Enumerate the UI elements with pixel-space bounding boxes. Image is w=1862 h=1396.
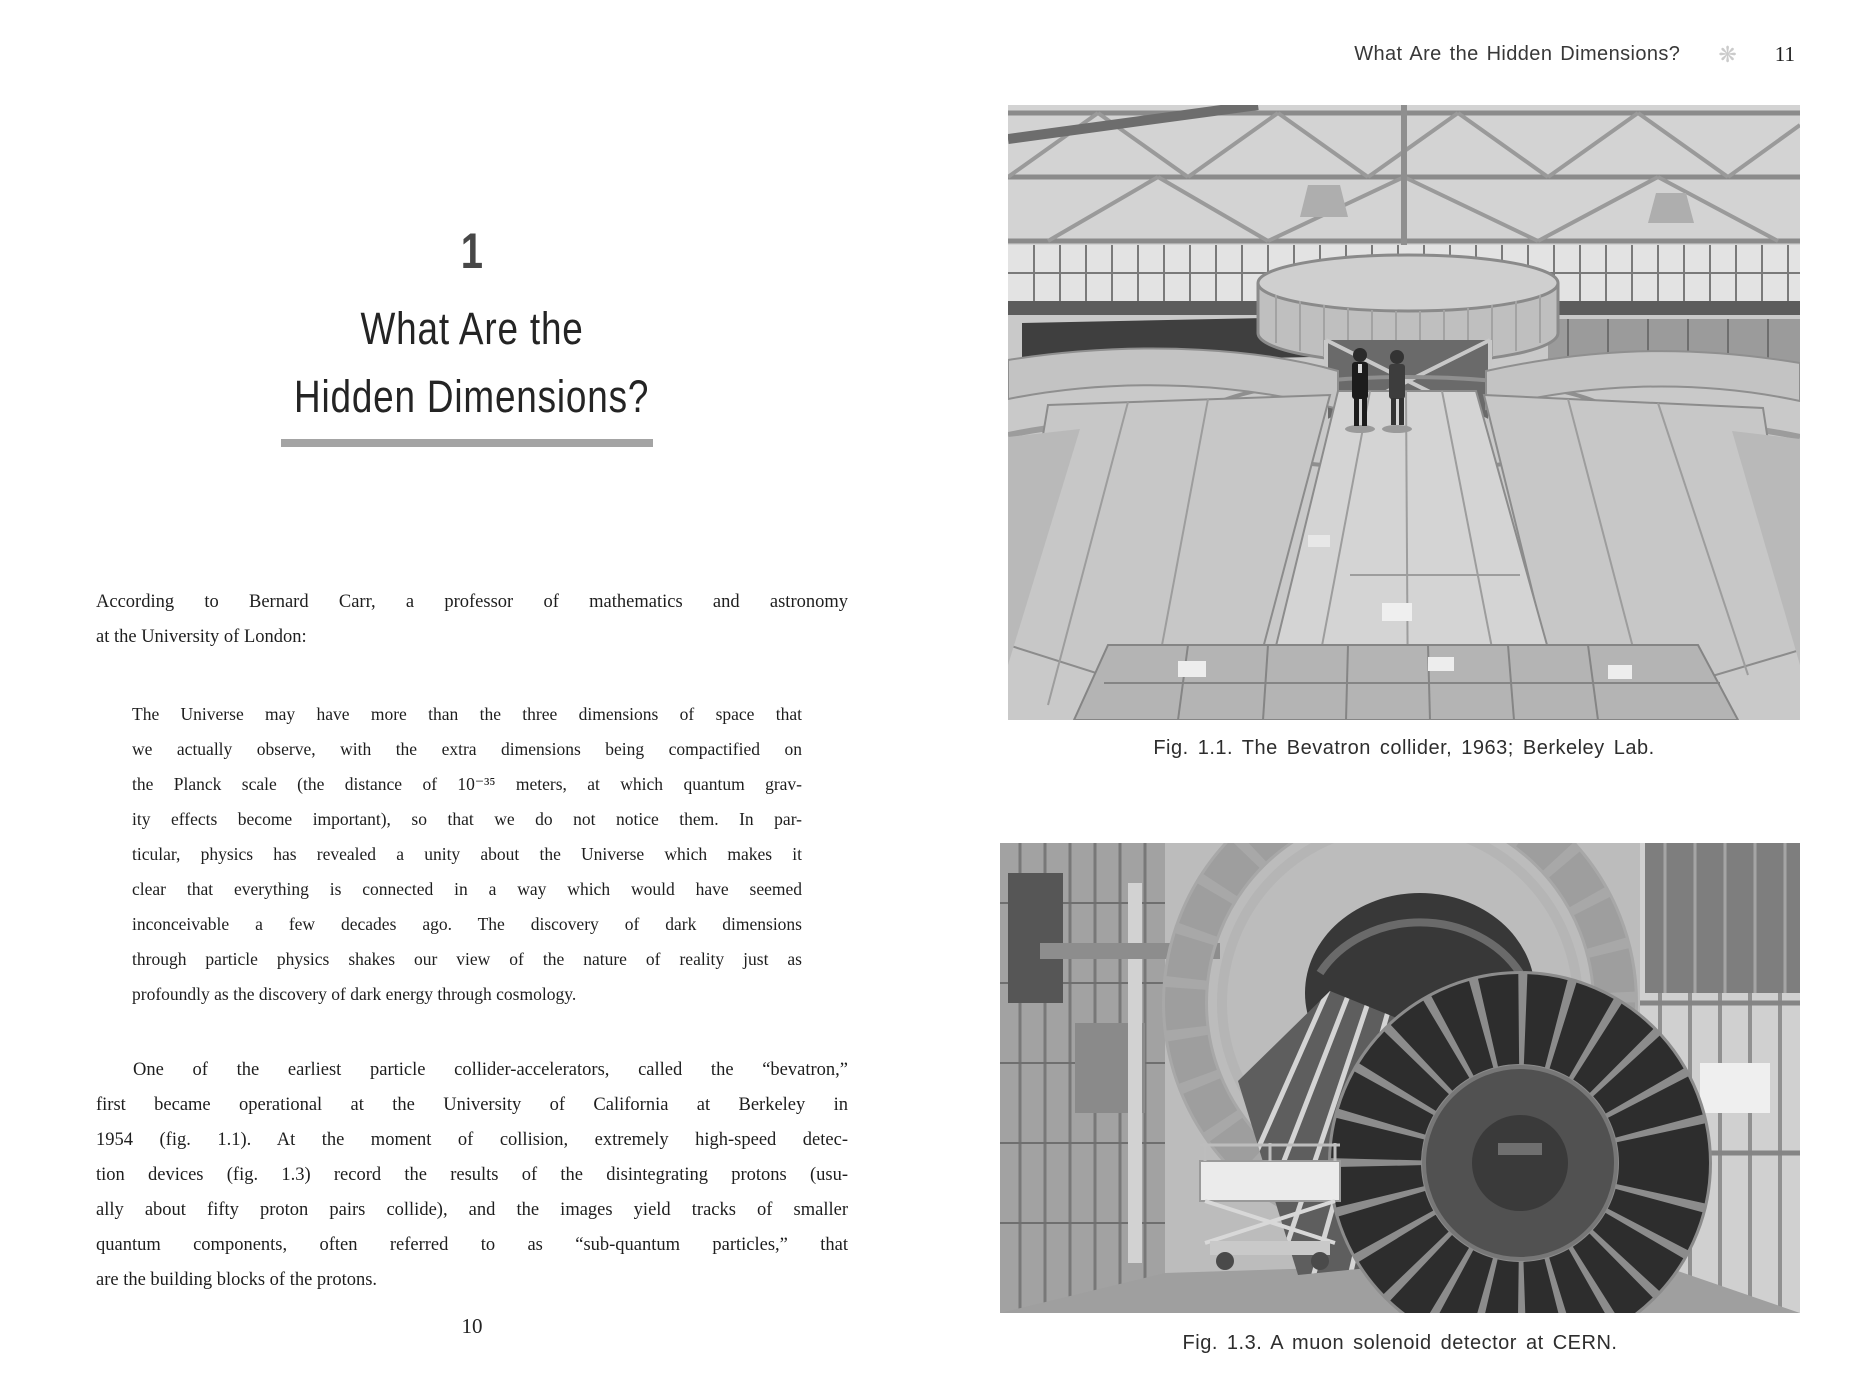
intro-paragraph bbox=[96, 585, 848, 655]
running-head-row bbox=[1000, 42, 1795, 67]
quote-line: The Universe may have more than the three dimensions of space that bbox=[132, 704, 802, 724]
chapter-title-line-1: What Are the bbox=[360, 303, 584, 354]
quote-line: inconceivable a few decades ago. The discovery of dark dimensions bbox=[132, 914, 802, 934]
bevatron-figure-image bbox=[1008, 105, 1800, 720]
text-line: tion devices (fig. 1.3) record the results of the disintegrating protons (usu- bbox=[96, 1165, 848, 1185]
muon-solenoid-photo-illustration bbox=[1000, 843, 1800, 1313]
block-quote bbox=[132, 697, 802, 1012]
quote-line: clear that everything is connected in a way which would have seemed bbox=[132, 879, 802, 899]
body-paragraph bbox=[96, 1053, 848, 1298]
chapter-title-line-2: Hidden Dimensions? bbox=[294, 371, 650, 422]
text-line: 1954 (fig. 1.1). At the moment of collision, extremely high-speed detec- bbox=[96, 1130, 848, 1150]
flower-ornament-icon: ❋ bbox=[1718, 41, 1737, 67]
title-underline-rule bbox=[281, 439, 653, 447]
page-number-left: 10 bbox=[461, 1314, 483, 1338]
figure-2-caption: Fig. 1.3. A muon solenoid detector at CERN. bbox=[1182, 1332, 1618, 1354]
quote-line: profoundly as the discovery of dark energy through cosmology. bbox=[132, 984, 577, 1004]
page-number-right: 11 bbox=[1774, 42, 1795, 66]
text-line: first became operational at the University of California at Berkeley in bbox=[96, 1095, 848, 1115]
text-line: One of the earliest particle collider-accelerators, called the “bevatron,” bbox=[133, 1060, 848, 1080]
quote-line: the Planck scale (the distance of 10⁻³⁵ meters, at which quantum grav- bbox=[132, 774, 802, 794]
quote-line: through particle physics shakes our view of the nature of reality just as bbox=[132, 949, 802, 969]
bevatron-photo-illustration bbox=[1008, 105, 1800, 720]
text-line: According to Bernard Carr, a professor of mathematics and astronomy bbox=[96, 592, 848, 612]
text-line: are the building blocks of the protons. bbox=[96, 1270, 378, 1290]
text-line: at the University of London: bbox=[96, 627, 307, 647]
text-line: quantum components, often referred to as “sub-quantum particles,” that bbox=[96, 1235, 848, 1255]
figure-1-caption: Fig. 1.1. The Bevatron collider, 1963; Berkeley Lab. bbox=[1153, 737, 1655, 759]
text-line: ally about fifty proton pairs collide), and the images yield tracks of smaller bbox=[96, 1200, 848, 1220]
quote-line: ticular, physics has revealed a unity about the Universe which makes it bbox=[132, 844, 802, 864]
chapter-number bbox=[96, 222, 848, 280]
muon-solenoid-figure-image bbox=[1000, 843, 1800, 1313]
running-head-title: What Are the Hidden Dimensions? bbox=[1354, 43, 1681, 65]
quote-line: ity effects become important), so that we do not notice them. In par- bbox=[132, 809, 802, 829]
chapter-number-text: 1 bbox=[460, 223, 484, 279]
quote-line: we actually observe, with the extra dimensions being compactified on bbox=[132, 739, 802, 759]
